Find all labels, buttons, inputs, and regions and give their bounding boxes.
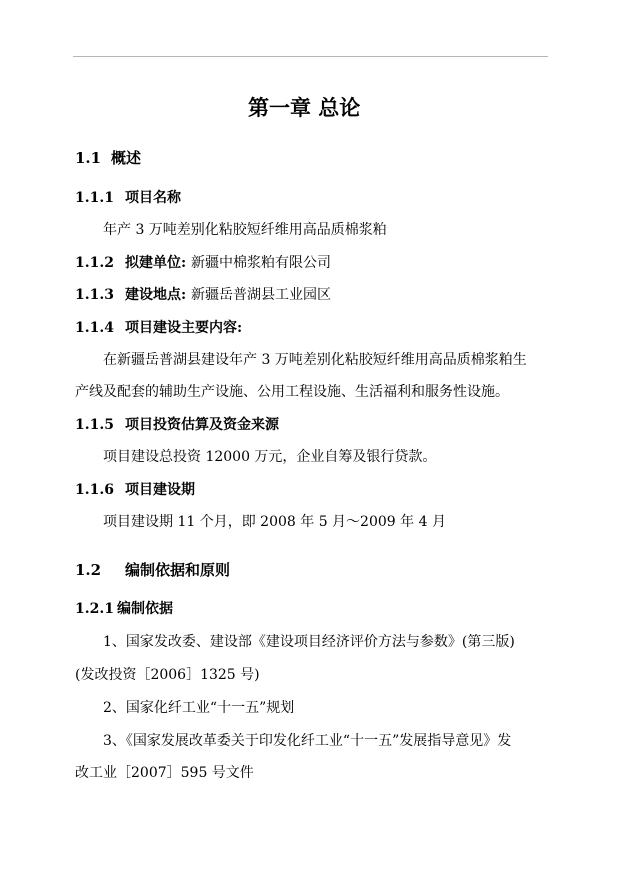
section-number: 1.1.3 <box>75 287 114 303</box>
section-number: 1.1.1 <box>75 190 114 206</box>
investment-text: 项目建设总投资 12000 万元，企业自筹及银行贷款。 <box>103 449 437 465</box>
project-name-text: 年产 3 万吨差别化粘胶短纤维用高品质棉浆粕 <box>103 222 387 238</box>
basis-item-2: 2、国家化纤工业“十一五”规划 <box>103 700 295 716</box>
section-number: 1.1.5 <box>75 417 114 433</box>
basis-item-1-line1: 1、国家发改委、建设部《建设项目经济评价方法与参数》(第三版) <box>103 634 515 650</box>
section-1-1-2-heading <box>75 253 331 273</box>
header-rule <box>73 56 548 57</box>
section-number: 1.2.1 <box>75 601 114 617</box>
section-1-1-4-heading <box>75 318 242 338</box>
section-title: 编制依据 <box>117 601 173 617</box>
section-title: 项目建设期 <box>125 482 195 498</box>
basis-item-1-line2: (发改投资［2006］1325 号) <box>75 667 260 683</box>
section-title: 编制依据和原则 <box>125 561 231 579</box>
section-number: 1.1.4 <box>75 320 114 336</box>
section-1-2-1-heading <box>75 599 173 619</box>
section-1-1-6-heading <box>75 480 195 500</box>
section-1-1-heading <box>75 148 141 168</box>
section-number: 1.2 <box>75 561 102 579</box>
basis-item-3-line2: 改工业［2007］595 号文件 <box>75 765 254 781</box>
section-title: 项目名称 <box>125 190 181 206</box>
construction-period-text: 项目建设期 11 个月，即 2008 年 5 月～2009 年 4 月 <box>103 514 446 530</box>
location-value: 新疆岳普湖县工业园区 <box>191 287 332 303</box>
section-1-2-heading <box>75 560 230 580</box>
basis-item-3-line1: 3、《国家发展改革委关于印发化纤工业“十一五”发展指导意见》发 <box>103 733 512 749</box>
section-number: 1.1 <box>75 149 102 167</box>
section-title: 项目投资估算及资金来源 <box>125 417 279 433</box>
chapter-title: 第一章 总论 <box>248 95 361 120</box>
section-title: 拟建单位: <box>125 255 187 271</box>
section-1-1-3-heading <box>75 285 331 305</box>
construction-content-line2: 产线及配套的辅助生产设施、公用工程设施、生活福利和服务性设施。 <box>75 384 509 400</box>
section-number: 1.1.2 <box>75 255 114 271</box>
construction-content-line1: 在新疆岳普湖县建设年产 3 万吨差别化粘胶短纤维用高品质棉浆粕生 <box>103 352 527 368</box>
section-1-1-5-heading <box>75 415 279 435</box>
section-number: 1.1.6 <box>75 482 114 498</box>
section-title: 建设地点: <box>125 287 187 303</box>
section-title: 项目建设主要内容: <box>125 320 243 336</box>
builder-value: 新疆中棉浆粕有限公司 <box>191 255 332 271</box>
section-title: 概述 <box>111 149 142 167</box>
section-1-1-1-heading <box>75 188 181 208</box>
